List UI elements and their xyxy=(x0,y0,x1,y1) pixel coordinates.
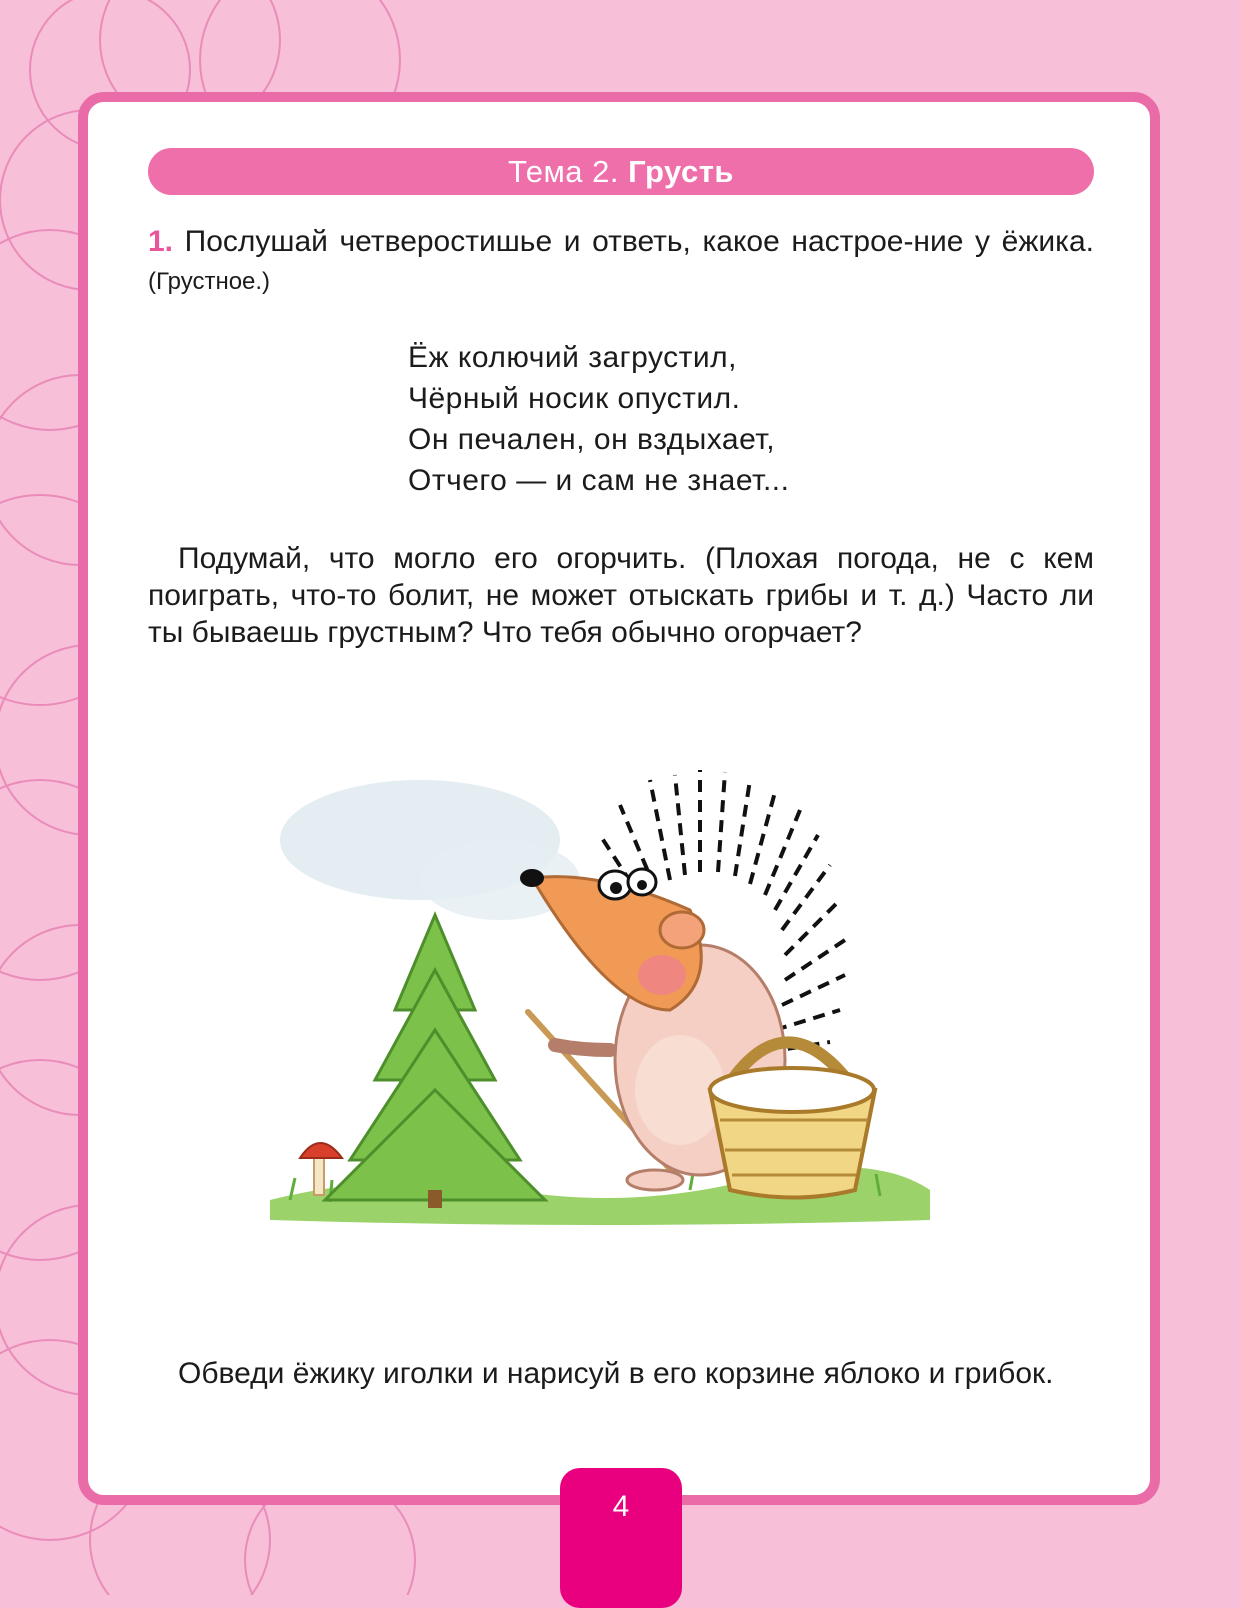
poem-line: Отчего — и сам не знает... xyxy=(408,464,790,497)
task-answer-note: (Грустное.) xyxy=(148,268,271,295)
task-number: 1. xyxy=(148,225,174,258)
task-text: Послушай четверостишье и ответь, какое настрое-ние у ёжика. xyxy=(184,225,1094,258)
poem-line: Ёж колючий загрустил, xyxy=(408,341,737,374)
topic-prefix: Тема 2. xyxy=(508,154,619,189)
task-1 xyxy=(148,223,1094,301)
poem xyxy=(408,337,789,501)
page-number-tab xyxy=(560,1468,682,1608)
poem-line: Он печален, он вздыхает, xyxy=(408,423,776,456)
page-number: 4 xyxy=(612,1490,630,1523)
poem-line: Чёрный носик опустил. xyxy=(408,382,741,415)
topic-banner xyxy=(148,148,1094,195)
topic-title: Грусть xyxy=(628,154,734,189)
drawing-instruction: Обведи ёжику иголки и нарисуй в его корзине яблоко и грибок. xyxy=(178,1357,1054,1390)
discussion-paragraph: Подумай, что могло его огорчить. (Плохая погода, не с кем поиграть, что-то болит, не может отыскать грибы и т. д.) Часто ли ты бываешь грустным? Что тебя обычно огорчает? xyxy=(148,542,1094,649)
hedgehog-illustration xyxy=(270,760,950,1240)
